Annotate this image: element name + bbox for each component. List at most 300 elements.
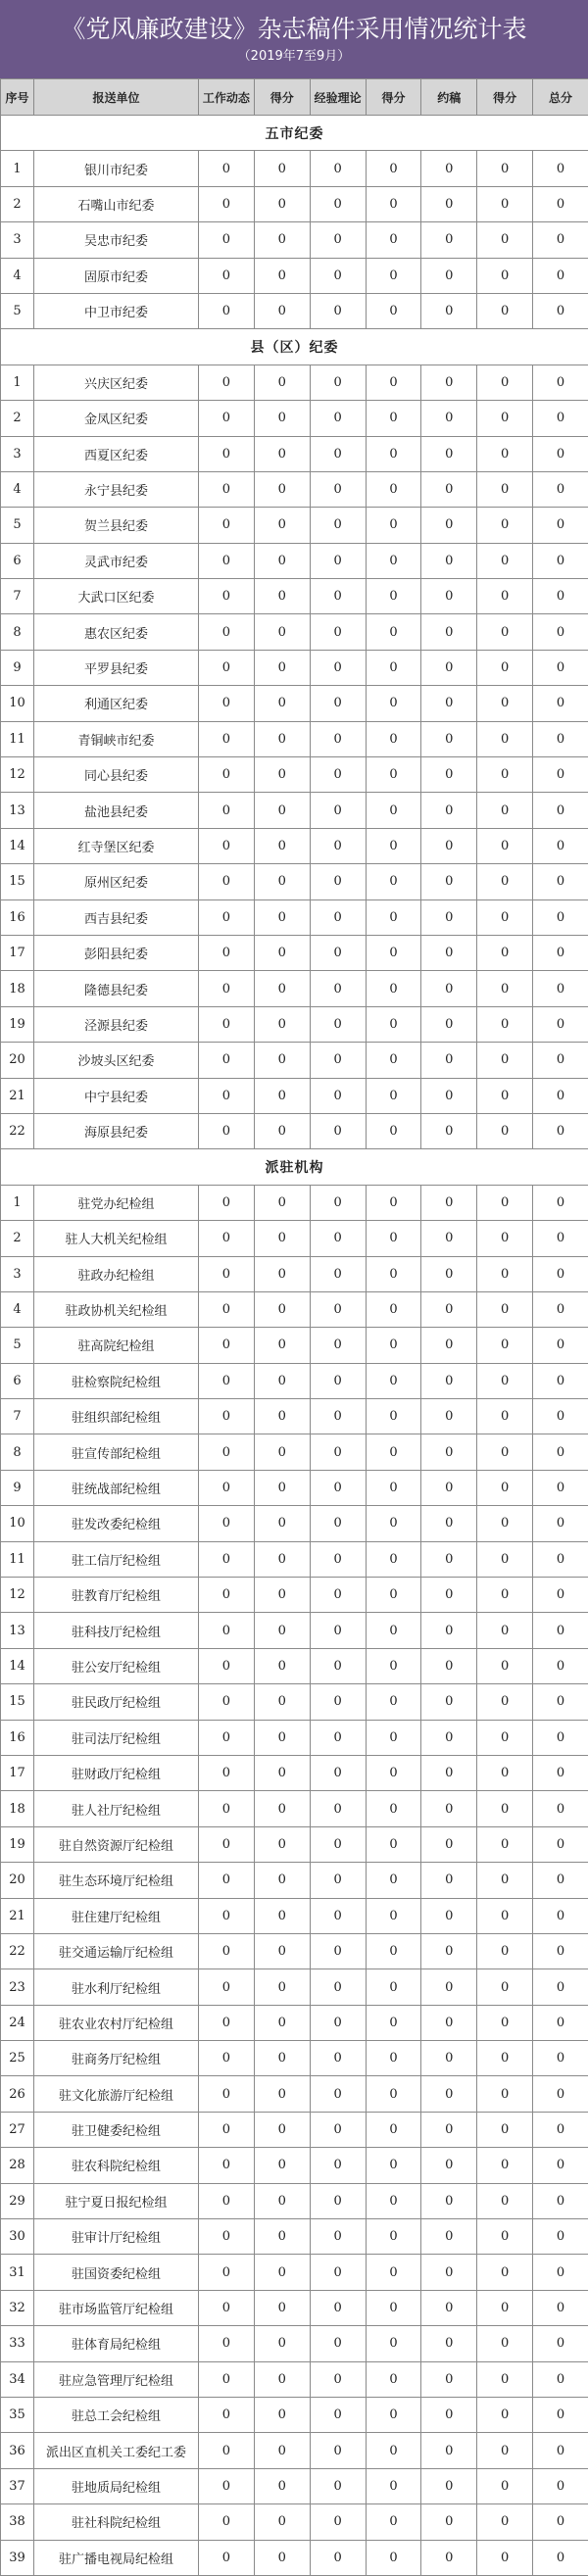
score-cell: 0 xyxy=(421,2433,477,2468)
score-cell: 0 xyxy=(310,2290,366,2325)
score-cell: 0 xyxy=(199,1969,255,2005)
row-number: 14 xyxy=(1,828,34,863)
score-cell: 0 xyxy=(366,686,421,721)
score-cell: 0 xyxy=(310,1684,366,1720)
table-row xyxy=(1,1006,588,1042)
score-cell: 0 xyxy=(533,1541,588,1577)
score-cell: 0 xyxy=(199,1185,255,1220)
score-cell: 0 xyxy=(366,1541,421,1577)
table-row xyxy=(1,2540,588,2575)
unit-name: 驻人社厅纪检组 xyxy=(34,1791,199,1826)
column-header: 得分 xyxy=(366,79,421,116)
score-cell: 0 xyxy=(477,186,533,221)
score-cell: 0 xyxy=(533,1399,588,1434)
unit-name: 驻国资委纪检组 xyxy=(34,2255,199,2290)
score-cell: 0 xyxy=(254,1399,310,1434)
row-number: 7 xyxy=(1,579,34,614)
score-cell: 0 xyxy=(421,2005,477,2040)
score-cell: 0 xyxy=(533,2076,588,2112)
score-cell: 0 xyxy=(199,1434,255,1470)
score-cell: 0 xyxy=(421,436,477,471)
score-cell: 0 xyxy=(533,151,588,186)
unit-name: 驻市场监管厅纪检组 xyxy=(34,2290,199,2325)
score-cell: 0 xyxy=(421,686,477,721)
score-cell: 0 xyxy=(421,650,477,685)
score-cell: 0 xyxy=(421,793,477,828)
score-cell: 0 xyxy=(533,436,588,471)
score-cell: 0 xyxy=(366,864,421,899)
score-cell: 0 xyxy=(199,2540,255,2575)
row-number: 3 xyxy=(1,222,34,258)
score-cell: 0 xyxy=(310,436,366,471)
score-cell: 0 xyxy=(421,2076,477,2112)
row-number: 15 xyxy=(1,864,34,899)
table-body xyxy=(1,116,588,2576)
score-cell: 0 xyxy=(310,614,366,650)
unit-name: 驻宁夏日报纪检组 xyxy=(34,2183,199,2218)
unit-name: 灵武市纪委 xyxy=(34,543,199,578)
score-cell: 0 xyxy=(533,793,588,828)
score-cell: 0 xyxy=(310,686,366,721)
table-row xyxy=(1,1826,588,1862)
row-number: 11 xyxy=(1,1541,34,1577)
score-cell: 0 xyxy=(310,1720,366,1755)
score-cell: 0 xyxy=(254,436,310,471)
score-cell: 0 xyxy=(421,2326,477,2361)
unit-name: 驻审计厅纪检组 xyxy=(34,2219,199,2255)
table-row xyxy=(1,2183,588,2218)
score-cell: 0 xyxy=(421,1684,477,1720)
score-cell: 0 xyxy=(477,293,533,328)
score-cell: 0 xyxy=(421,1185,477,1220)
table-row xyxy=(1,1648,588,1683)
score-cell: 0 xyxy=(533,2219,588,2255)
score-cell: 0 xyxy=(533,293,588,328)
score-cell: 0 xyxy=(421,614,477,650)
score-cell: 0 xyxy=(366,1755,421,1790)
score-cell: 0 xyxy=(254,2398,310,2433)
score-cell: 0 xyxy=(310,401,366,436)
row-number: 38 xyxy=(1,2504,34,2540)
unit-name: 惠农区纪委 xyxy=(34,614,199,650)
score-cell: 0 xyxy=(366,258,421,293)
score-cell: 0 xyxy=(477,1113,533,1148)
table-row xyxy=(1,1363,588,1398)
score-cell: 0 xyxy=(310,2148,366,2183)
unit-name: 驻高院纪检组 xyxy=(34,1328,199,1363)
score-cell: 0 xyxy=(477,2005,533,2040)
score-cell: 0 xyxy=(421,1648,477,1683)
unit-name: 驻政办纪检组 xyxy=(34,1256,199,1291)
score-cell: 0 xyxy=(366,1113,421,1148)
score-cell: 0 xyxy=(421,1434,477,1470)
unit-name: 利通区纪委 xyxy=(34,686,199,721)
score-cell: 0 xyxy=(421,2398,477,2433)
score-cell: 0 xyxy=(477,1470,533,1505)
score-cell: 0 xyxy=(254,186,310,221)
score-cell: 0 xyxy=(477,757,533,793)
score-cell: 0 xyxy=(533,2433,588,2468)
row-number: 5 xyxy=(1,508,34,543)
table-row xyxy=(1,1684,588,1720)
score-cell: 0 xyxy=(366,1006,421,1042)
table-row xyxy=(1,186,588,221)
score-cell: 0 xyxy=(421,1578,477,1613)
score-cell: 0 xyxy=(421,222,477,258)
table-row xyxy=(1,365,588,400)
score-cell: 0 xyxy=(254,1648,310,1683)
score-cell: 0 xyxy=(254,2183,310,2218)
score-cell: 0 xyxy=(310,899,366,935)
score-cell: 0 xyxy=(254,650,310,685)
score-cell: 0 xyxy=(366,186,421,221)
score-cell: 0 xyxy=(533,1256,588,1291)
score-cell: 0 xyxy=(199,1863,255,1898)
score-cell: 0 xyxy=(421,1969,477,2005)
row-number: 36 xyxy=(1,2433,34,2468)
score-cell: 0 xyxy=(477,1078,533,1113)
score-cell: 0 xyxy=(199,650,255,685)
score-cell: 0 xyxy=(533,2290,588,2325)
score-cell: 0 xyxy=(254,2255,310,2290)
score-cell: 0 xyxy=(366,1578,421,1613)
row-number: 27 xyxy=(1,2112,34,2147)
row-number: 4 xyxy=(1,258,34,293)
score-cell: 0 xyxy=(254,1720,310,1755)
table-row xyxy=(1,543,588,578)
score-cell: 0 xyxy=(310,2504,366,2540)
score-cell: 0 xyxy=(199,258,255,293)
score-cell: 0 xyxy=(254,1043,310,1078)
score-cell: 0 xyxy=(533,686,588,721)
score-cell: 0 xyxy=(254,971,310,1006)
score-cell: 0 xyxy=(533,2361,588,2397)
score-cell: 0 xyxy=(533,1113,588,1148)
score-cell: 0 xyxy=(533,186,588,221)
score-cell: 0 xyxy=(366,1470,421,1505)
score-cell: 0 xyxy=(310,1826,366,1862)
score-cell: 0 xyxy=(366,1291,421,1327)
score-cell: 0 xyxy=(477,1578,533,1613)
score-cell: 0 xyxy=(199,1399,255,1434)
score-cell: 0 xyxy=(254,1006,310,1042)
score-cell: 0 xyxy=(366,2326,421,2361)
table-row xyxy=(1,2504,588,2540)
score-cell: 0 xyxy=(477,864,533,899)
table-row xyxy=(1,614,588,650)
score-cell: 0 xyxy=(199,1506,255,1541)
score-cell: 0 xyxy=(533,1720,588,1755)
row-number: 19 xyxy=(1,1826,34,1862)
score-cell: 0 xyxy=(199,1113,255,1148)
table-row xyxy=(1,1969,588,2005)
score-cell: 0 xyxy=(310,2255,366,2290)
row-number: 1 xyxy=(1,151,34,186)
score-cell: 0 xyxy=(477,1006,533,1042)
score-cell: 0 xyxy=(366,1613,421,1648)
unit-name: 金凤区纪委 xyxy=(34,401,199,436)
score-cell: 0 xyxy=(310,1221,366,1256)
score-cell: 0 xyxy=(477,543,533,578)
column-header: 得分 xyxy=(477,79,533,116)
score-cell: 0 xyxy=(533,971,588,1006)
score-cell: 0 xyxy=(310,1648,366,1683)
score-cell: 0 xyxy=(533,1578,588,1613)
unit-name: 大武口区纪委 xyxy=(34,579,199,614)
score-cell: 0 xyxy=(366,793,421,828)
score-cell: 0 xyxy=(310,1791,366,1826)
score-cell: 0 xyxy=(366,1434,421,1470)
score-cell: 0 xyxy=(366,579,421,614)
score-cell: 0 xyxy=(533,1078,588,1113)
unit-name: 驻发改委纪检组 xyxy=(34,1506,199,1541)
score-cell: 0 xyxy=(254,1541,310,1577)
score-cell: 0 xyxy=(366,1221,421,1256)
score-cell: 0 xyxy=(366,1506,421,1541)
score-cell: 0 xyxy=(254,721,310,756)
score-cell: 0 xyxy=(366,2219,421,2255)
score-cell: 0 xyxy=(310,579,366,614)
row-number: 15 xyxy=(1,1684,34,1720)
score-cell: 0 xyxy=(477,1363,533,1398)
section-title: 县（区）纪委 xyxy=(1,329,588,365)
score-cell: 0 xyxy=(533,1898,588,1933)
score-cell: 0 xyxy=(254,471,310,507)
score-cell: 0 xyxy=(366,971,421,1006)
table-row xyxy=(1,508,588,543)
score-cell: 0 xyxy=(533,650,588,685)
score-cell: 0 xyxy=(421,2148,477,2183)
score-cell: 0 xyxy=(254,1684,310,1720)
row-number: 34 xyxy=(1,2361,34,2397)
score-cell: 0 xyxy=(254,1185,310,1220)
unit-name: 驻商务厅纪检组 xyxy=(34,2041,199,2076)
score-cell: 0 xyxy=(366,2468,421,2503)
score-cell: 0 xyxy=(533,1185,588,1220)
score-cell: 0 xyxy=(477,1256,533,1291)
table-row xyxy=(1,579,588,614)
score-cell: 0 xyxy=(254,2326,310,2361)
score-cell: 0 xyxy=(533,1826,588,1862)
score-cell: 0 xyxy=(477,1399,533,1434)
score-cell: 0 xyxy=(366,471,421,507)
score-cell: 0 xyxy=(199,1720,255,1755)
unit-name: 驻自然资源厅纪检组 xyxy=(34,1826,199,1862)
score-cell: 0 xyxy=(366,365,421,400)
row-number: 25 xyxy=(1,2041,34,2076)
score-cell: 0 xyxy=(199,222,255,258)
score-cell: 0 xyxy=(199,721,255,756)
score-cell: 0 xyxy=(421,1006,477,1042)
score-cell: 0 xyxy=(199,436,255,471)
row-number: 35 xyxy=(1,2398,34,2433)
score-cell: 0 xyxy=(477,436,533,471)
unit-name: 驻水利厅纪检组 xyxy=(34,1969,199,2005)
score-cell: 0 xyxy=(199,1648,255,1683)
score-cell: 0 xyxy=(254,864,310,899)
score-cell: 0 xyxy=(533,2326,588,2361)
score-cell: 0 xyxy=(421,293,477,328)
report-period: （2019年7至9月） xyxy=(0,47,588,67)
score-cell: 0 xyxy=(310,2219,366,2255)
score-cell: 0 xyxy=(477,935,533,970)
table-row xyxy=(1,2148,588,2183)
unit-name: 驻住建厅纪检组 xyxy=(34,1898,199,1933)
score-cell: 0 xyxy=(533,471,588,507)
score-cell: 0 xyxy=(199,2504,255,2540)
score-cell: 0 xyxy=(310,2076,366,2112)
row-number: 6 xyxy=(1,1363,34,1398)
score-cell: 0 xyxy=(254,2361,310,2397)
table-row xyxy=(1,2112,588,2147)
score-cell: 0 xyxy=(310,1898,366,1933)
score-cell: 0 xyxy=(310,1541,366,1577)
score-cell: 0 xyxy=(254,2540,310,2575)
score-cell: 0 xyxy=(421,471,477,507)
row-number: 24 xyxy=(1,2005,34,2040)
unit-name: 永宁县纪委 xyxy=(34,471,199,507)
score-cell: 0 xyxy=(421,1113,477,1148)
score-cell: 0 xyxy=(533,401,588,436)
row-number: 6 xyxy=(1,543,34,578)
score-cell: 0 xyxy=(533,258,588,293)
table-row xyxy=(1,2005,588,2040)
score-cell: 0 xyxy=(421,1791,477,1826)
score-cell: 0 xyxy=(533,614,588,650)
score-cell: 0 xyxy=(421,258,477,293)
score-cell: 0 xyxy=(477,1933,533,1968)
row-number: 20 xyxy=(1,1863,34,1898)
table-row xyxy=(1,401,588,436)
score-cell: 0 xyxy=(421,1506,477,1541)
row-number: 16 xyxy=(1,1720,34,1755)
score-cell: 0 xyxy=(477,1541,533,1577)
score-cell: 0 xyxy=(366,757,421,793)
score-cell: 0 xyxy=(477,401,533,436)
table-row xyxy=(1,222,588,258)
table-row xyxy=(1,1791,588,1826)
table-row xyxy=(1,1221,588,1256)
unit-name: 固原市纪委 xyxy=(34,258,199,293)
score-cell: 0 xyxy=(366,2041,421,2076)
score-cell: 0 xyxy=(366,650,421,685)
score-cell: 0 xyxy=(199,1578,255,1613)
score-cell: 0 xyxy=(199,2361,255,2397)
table-row xyxy=(1,1613,588,1648)
score-cell: 0 xyxy=(421,1898,477,1933)
score-cell: 0 xyxy=(310,471,366,507)
unit-name: 驻司法厅纪检组 xyxy=(34,1720,199,1755)
table-row xyxy=(1,971,588,1006)
score-cell: 0 xyxy=(199,1328,255,1363)
table-row xyxy=(1,899,588,935)
unit-name: 驻工信厅纪检组 xyxy=(34,1541,199,1577)
score-cell: 0 xyxy=(199,1898,255,1933)
table-row xyxy=(1,1185,588,1220)
score-cell: 0 xyxy=(310,971,366,1006)
score-cell: 0 xyxy=(254,1506,310,1541)
row-number: 37 xyxy=(1,2468,34,2503)
table-row xyxy=(1,686,588,721)
row-number: 10 xyxy=(1,686,34,721)
score-cell: 0 xyxy=(421,899,477,935)
score-cell: 0 xyxy=(477,1221,533,1256)
score-cell: 0 xyxy=(199,365,255,400)
score-cell: 0 xyxy=(477,1043,533,1078)
unit-name: 沙坡头区纪委 xyxy=(34,1043,199,1078)
score-cell: 0 xyxy=(310,1470,366,1505)
score-cell: 0 xyxy=(533,899,588,935)
row-number: 2 xyxy=(1,401,34,436)
score-cell: 0 xyxy=(199,508,255,543)
score-cell: 0 xyxy=(199,793,255,828)
score-cell: 0 xyxy=(366,1078,421,1113)
score-cell: 0 xyxy=(366,1684,421,1720)
score-cell: 0 xyxy=(310,186,366,221)
score-cell: 0 xyxy=(254,2219,310,2255)
score-cell: 0 xyxy=(421,2112,477,2147)
row-number: 26 xyxy=(1,2076,34,2112)
score-cell: 0 xyxy=(254,2504,310,2540)
unit-name: 盐池县纪委 xyxy=(34,793,199,828)
unit-name: 红寺堡区纪委 xyxy=(34,828,199,863)
score-cell: 0 xyxy=(477,614,533,650)
score-cell: 0 xyxy=(366,1328,421,1363)
unit-name: 泾源县纪委 xyxy=(34,1006,199,1042)
score-cell: 0 xyxy=(254,935,310,970)
column-header: 经验理论 xyxy=(310,79,366,116)
score-cell: 0 xyxy=(366,614,421,650)
score-cell: 0 xyxy=(421,579,477,614)
score-cell: 0 xyxy=(199,2433,255,2468)
score-cell: 0 xyxy=(477,1291,533,1327)
column-header: 工作动态 xyxy=(199,79,255,116)
section-row xyxy=(1,1149,588,1185)
score-cell: 0 xyxy=(533,1969,588,2005)
score-cell: 0 xyxy=(366,2433,421,2468)
table-row xyxy=(1,293,588,328)
score-cell: 0 xyxy=(199,471,255,507)
table-row xyxy=(1,2076,588,2112)
unit-name: 石嘴山市纪委 xyxy=(34,186,199,221)
score-cell: 0 xyxy=(254,828,310,863)
score-cell: 0 xyxy=(421,1328,477,1363)
score-cell: 0 xyxy=(310,2433,366,2468)
score-cell: 0 xyxy=(477,1434,533,1470)
score-cell: 0 xyxy=(199,1291,255,1327)
unit-name: 驻宣传部纪检组 xyxy=(34,1434,199,1470)
unit-name: 青铜峡市纪委 xyxy=(34,721,199,756)
score-cell: 0 xyxy=(310,151,366,186)
score-cell: 0 xyxy=(310,508,366,543)
score-cell: 0 xyxy=(310,828,366,863)
table-row xyxy=(1,2219,588,2255)
score-cell: 0 xyxy=(477,508,533,543)
score-cell: 0 xyxy=(477,899,533,935)
row-number: 22 xyxy=(1,1933,34,1968)
score-cell: 0 xyxy=(477,1613,533,1648)
score-cell: 0 xyxy=(199,1613,255,1648)
row-number: 22 xyxy=(1,1113,34,1148)
column-header: 序号 xyxy=(1,79,34,116)
unit-name: 驻科技厅纪检组 xyxy=(34,1613,199,1648)
score-cell: 0 xyxy=(310,1578,366,1613)
score-cell: 0 xyxy=(477,2183,533,2218)
unit-name: 彭阳县纪委 xyxy=(34,935,199,970)
score-cell: 0 xyxy=(366,293,421,328)
unit-name: 驻公安厅纪检组 xyxy=(34,1648,199,1683)
row-number: 9 xyxy=(1,650,34,685)
